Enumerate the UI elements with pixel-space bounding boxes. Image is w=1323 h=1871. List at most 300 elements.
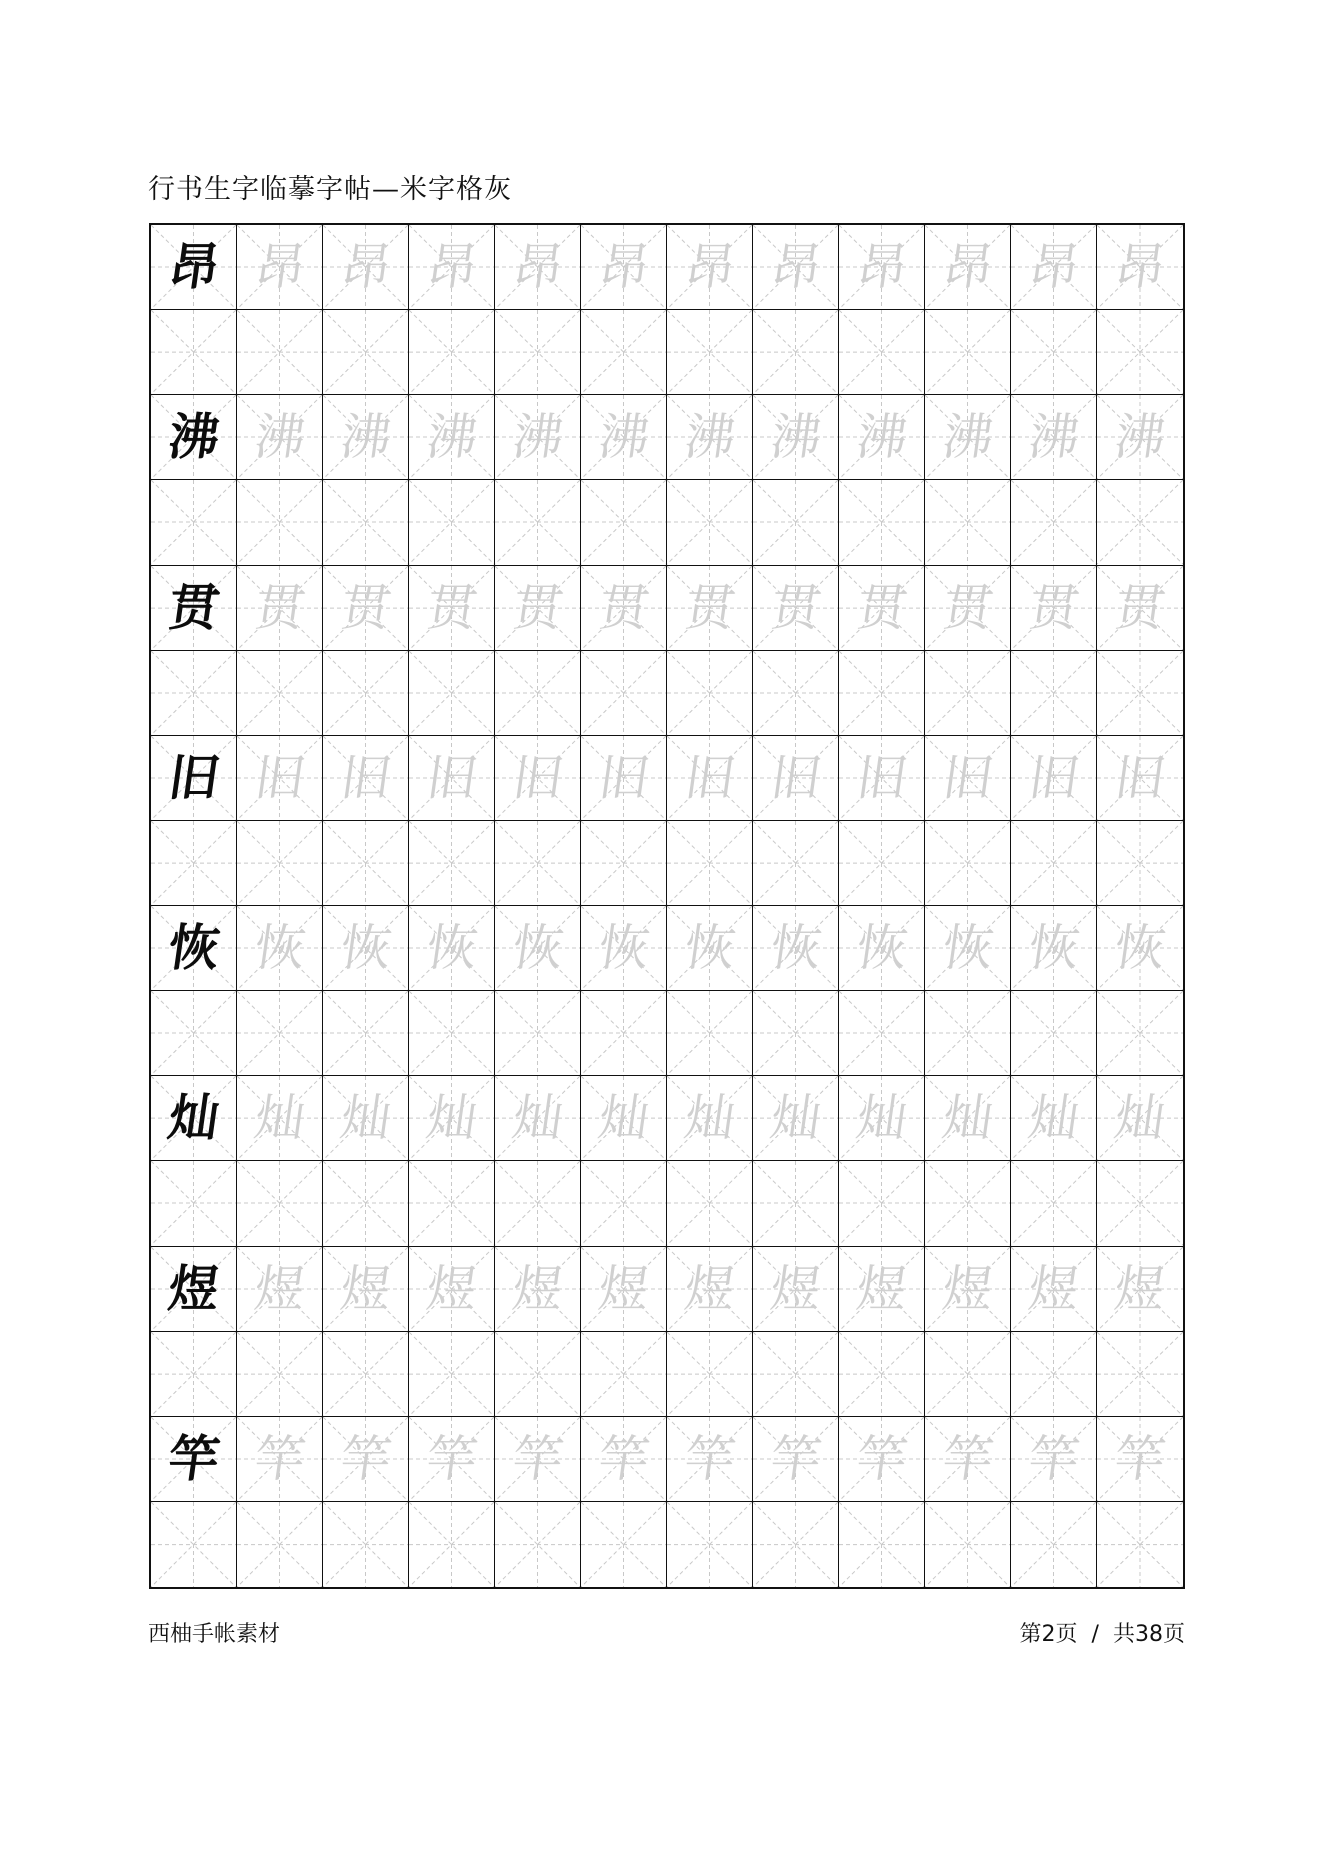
- mi-guide-lines: [839, 480, 924, 564]
- blank-practice-cell: [839, 1332, 925, 1417]
- blank-practice-cell: [495, 651, 581, 736]
- trace-cell: [839, 1247, 925, 1332]
- trace-character: 灿: [680, 1089, 739, 1148]
- trace-character: 灿: [250, 1089, 309, 1148]
- mi-guide-lines: [1097, 1332, 1183, 1416]
- mi-guide-lines: [1011, 991, 1096, 1075]
- blank-practice-cell: [323, 821, 409, 906]
- mi-guide-lines: [753, 991, 838, 1075]
- blank-practice-cell: [667, 651, 753, 736]
- trace-character: 竿: [1110, 1429, 1170, 1488]
- blank-practice-cell: [1097, 310, 1183, 395]
- model-cell: [151, 566, 237, 651]
- blank-practice-cell: [323, 310, 409, 395]
- mi-guide-lines: [151, 480, 236, 564]
- trace-character: 沸: [594, 408, 653, 467]
- mi-guide-lines: [323, 1161, 408, 1245]
- mi-guide-lines: [409, 991, 494, 1075]
- mi-guide-lines: [151, 310, 236, 394]
- trace-character: 灿: [852, 1089, 911, 1148]
- blank-practice-cell: [581, 1161, 667, 1246]
- blank-practice-cell: [1011, 1502, 1097, 1587]
- blank-practice-cell: [323, 991, 409, 1076]
- blank-practice-cell: [151, 991, 237, 1076]
- trace-cell: [495, 395, 581, 480]
- blank-practice-cell: [409, 480, 495, 565]
- trace-character: 煜: [938, 1259, 997, 1318]
- mi-guide-lines: [839, 1161, 924, 1245]
- blank-practice-cell: [495, 480, 581, 565]
- mi-guide-lines: [409, 1161, 494, 1245]
- blank-practice-cell: [925, 651, 1011, 736]
- mi-guide-lines: [237, 821, 322, 905]
- model-cell: [151, 225, 237, 310]
- blank-practice-cell: [1011, 991, 1097, 1076]
- trace-cell: [409, 1417, 495, 1502]
- trace-cell: [409, 395, 495, 480]
- blank-practice-cell: [839, 1161, 925, 1246]
- trace-character: 贯: [594, 578, 653, 637]
- trace-cell: [409, 906, 495, 991]
- trace-cell: [323, 395, 409, 480]
- mi-guide-lines: [581, 651, 666, 735]
- trace-cell: [237, 225, 323, 310]
- trace-cell: [409, 736, 495, 821]
- trace-character: 灿: [1110, 1089, 1170, 1148]
- blank-practice-cell: [1097, 991, 1183, 1076]
- trace-cell: [581, 566, 667, 651]
- blank-practice-cell: [409, 1502, 495, 1587]
- trace-cell: [1011, 395, 1097, 480]
- trace-character: 竿: [336, 1429, 395, 1488]
- mi-guide-lines: [839, 1502, 924, 1587]
- blank-practice-cell: [753, 1502, 839, 1587]
- blank-practice-cell: [409, 310, 495, 395]
- trace-character: 恢: [852, 919, 911, 978]
- trace-cell: [667, 566, 753, 651]
- trace-character: 沸: [250, 408, 309, 467]
- mi-guide-lines: [1011, 651, 1096, 735]
- mi-guide-lines: [839, 310, 924, 394]
- mi-guide-lines: [495, 651, 580, 735]
- trace-character: 煜: [1110, 1259, 1170, 1318]
- mi-guide-lines: [1097, 310, 1183, 394]
- mi-guide-lines: [1011, 1332, 1096, 1416]
- mi-guide-lines: [237, 480, 322, 564]
- blank-practice-cell: [323, 480, 409, 565]
- blank-practice-cell: [237, 310, 323, 395]
- blank-practice-cell: [667, 310, 753, 395]
- mi-guide-lines: [667, 651, 752, 735]
- blank-practice-cell: [925, 1161, 1011, 1246]
- page-title: 行书生字临摹字帖—米字格灰: [148, 174, 512, 205]
- trace-cell: [839, 906, 925, 991]
- trace-character: 灿: [422, 1089, 481, 1148]
- blank-practice-cell: [753, 991, 839, 1076]
- mi-guide-lines: [925, 651, 1010, 735]
- mi-guide-lines: [753, 480, 838, 564]
- blank-practice-cell: [151, 1161, 237, 1246]
- model-character: 昂: [164, 238, 223, 297]
- blank-practice-cell: [323, 1502, 409, 1587]
- mi-guide-lines: [1011, 1161, 1096, 1245]
- mi-guide-lines: [495, 1502, 580, 1587]
- trace-character: 竿: [1024, 1429, 1083, 1488]
- trace-cell: [581, 395, 667, 480]
- model-character: 煜: [164, 1259, 223, 1318]
- trace-character: 灿: [508, 1089, 567, 1148]
- mi-guide-lines: [409, 1332, 494, 1416]
- trace-cell: [1097, 395, 1183, 480]
- trace-cell: [409, 566, 495, 651]
- mi-guide-lines: [495, 1161, 580, 1245]
- blank-practice-cell: [1011, 821, 1097, 906]
- trace-cell: [753, 225, 839, 310]
- mi-guide-lines: [237, 1161, 322, 1245]
- page-separator: /: [1091, 1622, 1099, 1647]
- mi-guide-lines: [581, 1332, 666, 1416]
- mi-guide-lines: [237, 310, 322, 394]
- blank-practice-cell: [581, 651, 667, 736]
- mi-guide-lines: [667, 1161, 752, 1245]
- blank-practice-cell: [495, 1332, 581, 1417]
- trace-cell: [237, 736, 323, 821]
- blank-practice-cell: [839, 821, 925, 906]
- trace-cell: [667, 225, 753, 310]
- blank-practice-cell: [495, 1502, 581, 1587]
- trace-cell: [495, 1247, 581, 1332]
- mi-guide-lines: [925, 991, 1010, 1075]
- trace-character: 恢: [594, 919, 653, 978]
- trace-cell: [753, 1076, 839, 1161]
- trace-cell: [839, 225, 925, 310]
- mi-guide-lines: [151, 651, 236, 735]
- mi-guide-lines: [409, 821, 494, 905]
- trace-cell: [753, 906, 839, 991]
- trace-character: 旧: [250, 748, 309, 807]
- mi-guide-lines: [839, 1332, 924, 1416]
- trace-character: 昂: [1110, 238, 1170, 297]
- blank-practice-cell: [667, 1161, 753, 1246]
- trace-cell: [495, 736, 581, 821]
- trace-cell: [237, 1076, 323, 1161]
- trace-cell: [667, 1076, 753, 1161]
- page-total: 38: [1134, 1622, 1163, 1647]
- blank-practice-cell: [409, 821, 495, 906]
- trace-character: 昂: [852, 238, 911, 297]
- mi-guide-lines: [581, 310, 666, 394]
- trace-character: 旧: [422, 748, 481, 807]
- trace-cell: [839, 566, 925, 651]
- mi-guide-lines: [495, 1332, 580, 1416]
- trace-character: 沸: [766, 408, 825, 467]
- trace-character: 灿: [1024, 1089, 1083, 1148]
- trace-cell: [323, 1247, 409, 1332]
- trace-cell: [1097, 225, 1183, 310]
- blank-practice-cell: [925, 821, 1011, 906]
- blank-practice-cell: [237, 991, 323, 1076]
- blank-practice-cell: [753, 821, 839, 906]
- mi-guide-lines: [753, 1161, 838, 1245]
- mi-guide-lines: [667, 1502, 752, 1587]
- model-character: 竿: [164, 1429, 223, 1488]
- blank-practice-cell: [237, 1161, 323, 1246]
- trace-cell: [753, 566, 839, 651]
- trace-character: 恢: [766, 919, 825, 978]
- mi-guide-lines: [667, 480, 752, 564]
- mi-guide-lines: [323, 480, 408, 564]
- trace-cell: [925, 395, 1011, 480]
- mi-guide-lines: [151, 821, 236, 905]
- mi-guide-lines: [667, 1332, 752, 1416]
- blank-practice-cell: [1011, 1161, 1097, 1246]
- footer-source: 西柚手帐素材: [148, 1622, 281, 1647]
- trace-cell: [1011, 1417, 1097, 1502]
- trace-cell: [839, 1076, 925, 1161]
- trace-cell: [581, 736, 667, 821]
- trace-character: 沸: [336, 408, 395, 467]
- trace-character: 灿: [766, 1089, 825, 1148]
- mi-guide-lines: [1097, 1161, 1183, 1245]
- blank-practice-cell: [151, 651, 237, 736]
- blank-practice-cell: [409, 1161, 495, 1246]
- blank-practice-cell: [1097, 1502, 1183, 1587]
- trace-cell: [925, 566, 1011, 651]
- trace-cell: [667, 395, 753, 480]
- model-cell: [151, 906, 237, 991]
- trace-cell: [1011, 225, 1097, 310]
- blank-practice-cell: [581, 310, 667, 395]
- mi-guide-lines: [753, 1502, 838, 1587]
- mi-guide-lines: [925, 1502, 1010, 1587]
- blank-practice-cell: [839, 310, 925, 395]
- trace-character: 沸: [1110, 408, 1170, 467]
- trace-cell: [1011, 906, 1097, 991]
- trace-character: 竿: [680, 1429, 739, 1488]
- trace-cell: [495, 1076, 581, 1161]
- blank-practice-cell: [1097, 480, 1183, 565]
- trace-cell: [1097, 1417, 1183, 1502]
- trace-cell: [581, 225, 667, 310]
- mi-guide-lines: [323, 821, 408, 905]
- mi-guide-lines: [151, 1332, 236, 1416]
- trace-character: 沸: [852, 408, 911, 467]
- trace-cell: [925, 1247, 1011, 1332]
- trace-cell: [495, 566, 581, 651]
- mi-guide-lines: [925, 1332, 1010, 1416]
- trace-cell: [237, 1247, 323, 1332]
- trace-character: 贯: [250, 578, 309, 637]
- mi-guide-lines: [151, 1161, 236, 1245]
- trace-cell: [1097, 566, 1183, 651]
- trace-cell: [323, 1417, 409, 1502]
- blank-practice-cell: [1011, 480, 1097, 565]
- trace-character: 恢: [508, 919, 567, 978]
- mi-guide-lines: [495, 310, 580, 394]
- trace-character: 贯: [852, 578, 911, 637]
- trace-character: 旧: [508, 748, 567, 807]
- trace-character: 恢: [250, 919, 309, 978]
- mi-guide-lines: [753, 821, 838, 905]
- trace-character: 昂: [680, 238, 739, 297]
- trace-cell: [409, 225, 495, 310]
- trace-cell: [237, 1417, 323, 1502]
- blank-practice-cell: [151, 821, 237, 906]
- trace-character: 旧: [938, 748, 997, 807]
- trace-character: 贯: [508, 578, 567, 637]
- trace-character: 旧: [852, 748, 911, 807]
- trace-character: 灿: [938, 1089, 997, 1148]
- mi-guide-lines: [323, 1502, 408, 1587]
- trace-character: 煜: [422, 1259, 481, 1318]
- mi-guide-lines: [1097, 991, 1183, 1075]
- blank-practice-cell: [925, 1332, 1011, 1417]
- trace-character: 竿: [250, 1429, 309, 1488]
- mi-guide-lines: [1097, 821, 1183, 905]
- trace-cell: [753, 736, 839, 821]
- mi-guide-lines: [1011, 821, 1096, 905]
- trace-cell: [925, 1417, 1011, 1502]
- mi-guide-lines: [753, 1332, 838, 1416]
- mi-guide-lines: [323, 651, 408, 735]
- trace-character: 贯: [1110, 578, 1170, 637]
- mi-guide-lines: [667, 991, 752, 1075]
- trace-character: 旧: [766, 748, 825, 807]
- blank-practice-cell: [753, 310, 839, 395]
- model-cell: [151, 1076, 237, 1161]
- trace-character: 昂: [766, 238, 825, 297]
- trace-character: 竿: [766, 1429, 825, 1488]
- mi-guide-lines: [323, 1332, 408, 1416]
- blank-practice-cell: [667, 991, 753, 1076]
- trace-character: 沸: [680, 408, 739, 467]
- blank-practice-cell: [237, 1502, 323, 1587]
- blank-practice-cell: [839, 480, 925, 565]
- trace-cell: [925, 906, 1011, 991]
- trace-cell: [581, 1076, 667, 1161]
- trace-cell: [323, 566, 409, 651]
- total-prefix: 共: [1112, 1622, 1135, 1647]
- practice-grid-sheet: [149, 223, 1185, 1589]
- blank-practice-cell: [495, 821, 581, 906]
- model-character: 沸: [164, 408, 223, 467]
- trace-character: 贯: [1024, 578, 1083, 637]
- trace-cell: [1097, 906, 1183, 991]
- trace-character: 竿: [938, 1429, 997, 1488]
- trace-cell: [1097, 736, 1183, 821]
- mi-guide-lines: [237, 1502, 322, 1587]
- trace-character: 煜: [336, 1259, 395, 1318]
- model-cell: [151, 1417, 237, 1502]
- mi-guide-lines: [323, 310, 408, 394]
- trace-cell: [667, 736, 753, 821]
- trace-cell: [237, 906, 323, 991]
- mi-guide-lines: [753, 310, 838, 394]
- trace-cell: [409, 1247, 495, 1332]
- blank-practice-cell: [151, 1332, 237, 1417]
- trace-character: 竿: [422, 1429, 481, 1488]
- trace-cell: [495, 1417, 581, 1502]
- trace-character: 旧: [680, 748, 739, 807]
- trace-cell: [1097, 1247, 1183, 1332]
- trace-cell: [323, 225, 409, 310]
- trace-cell: [323, 736, 409, 821]
- trace-character: 昂: [422, 238, 481, 297]
- blank-practice-cell: [667, 1332, 753, 1417]
- trace-character: 煜: [250, 1259, 309, 1318]
- mi-guide-lines: [925, 821, 1010, 905]
- mi-guide-lines: [495, 991, 580, 1075]
- mi-guide-lines: [1011, 1502, 1096, 1587]
- mi-guide-lines: [237, 991, 322, 1075]
- blank-practice-cell: [1011, 1332, 1097, 1417]
- trace-cell: [495, 906, 581, 991]
- blank-practice-cell: [237, 651, 323, 736]
- mi-guide-lines: [925, 480, 1010, 564]
- blank-practice-cell: [581, 821, 667, 906]
- blank-practice-cell: [925, 310, 1011, 395]
- trace-cell: [753, 395, 839, 480]
- mi-guide-lines: [581, 480, 666, 564]
- blank-practice-cell: [151, 480, 237, 565]
- trace-character: 煜: [1024, 1259, 1083, 1318]
- trace-character: 煜: [766, 1259, 825, 1318]
- trace-cell: [1011, 1247, 1097, 1332]
- mi-guide-lines: [925, 310, 1010, 394]
- trace-cell: [323, 906, 409, 991]
- trace-cell: [1011, 736, 1097, 821]
- blank-practice-cell: [667, 480, 753, 565]
- blank-practice-cell: [151, 1502, 237, 1587]
- blank-practice-cell: [1097, 651, 1183, 736]
- trace-character: 恢: [680, 919, 739, 978]
- trace-cell: [839, 1417, 925, 1502]
- model-cell: [151, 736, 237, 821]
- mi-guide-lines: [1097, 480, 1183, 564]
- trace-cell: [667, 1417, 753, 1502]
- trace-character: 竿: [594, 1429, 653, 1488]
- mi-guide-lines: [1011, 310, 1096, 394]
- blank-practice-cell: [151, 310, 237, 395]
- mi-guide-lines: [925, 1161, 1010, 1245]
- mi-guide-lines: [151, 1502, 236, 1587]
- blank-practice-cell: [581, 1332, 667, 1417]
- mi-guide-lines: [409, 310, 494, 394]
- blank-practice-cell: [667, 821, 753, 906]
- mi-guide-lines: [581, 991, 666, 1075]
- trace-character: 煜: [508, 1259, 567, 1318]
- total-suffix: 页: [1162, 1622, 1185, 1647]
- trace-cell: [1097, 1076, 1183, 1161]
- trace-character: 贯: [422, 578, 481, 637]
- trace-cell: [581, 906, 667, 991]
- blank-practice-cell: [495, 1161, 581, 1246]
- mi-guide-lines: [409, 1502, 494, 1587]
- blank-practice-cell: [1097, 821, 1183, 906]
- trace-cell: [495, 225, 581, 310]
- model-cell: [151, 395, 237, 480]
- mi-guide-lines: [1011, 480, 1096, 564]
- trace-character: 沸: [422, 408, 481, 467]
- model-character: 灿: [164, 1089, 223, 1148]
- mi-guide-lines: [667, 310, 752, 394]
- trace-character: 恢: [938, 919, 997, 978]
- trace-character: 恢: [336, 919, 395, 978]
- model-character: 旧: [164, 748, 223, 807]
- blank-practice-cell: [409, 1332, 495, 1417]
- trace-cell: [839, 395, 925, 480]
- trace-character: 贯: [766, 578, 825, 637]
